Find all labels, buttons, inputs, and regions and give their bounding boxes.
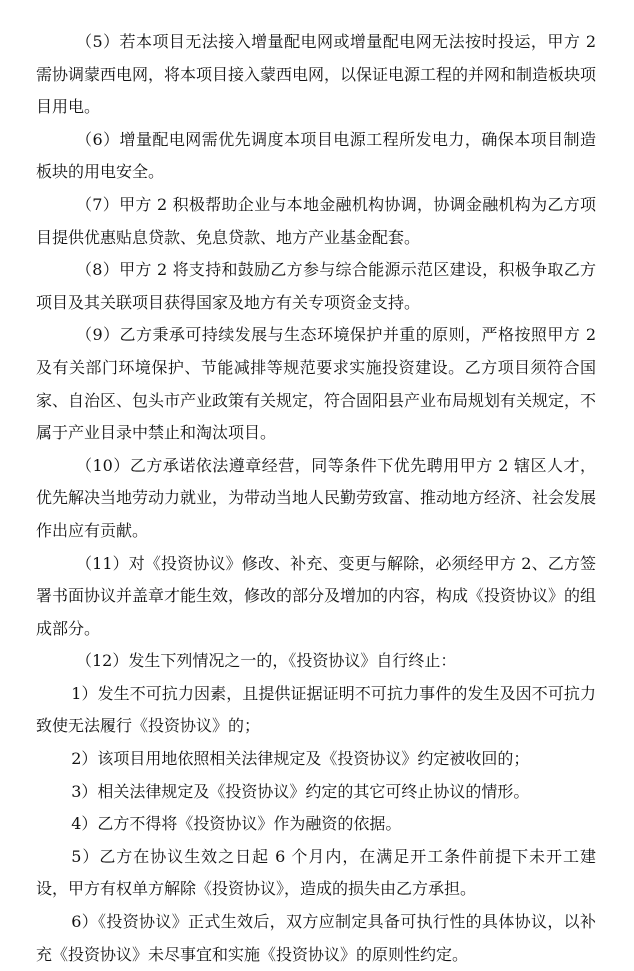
paragraph-clause-9: （9）乙方秉承可持续发展与生态环境保护并重的原则，严格按照甲方 2 及有关部门环境保护、节能减排等规范要求实施投资建设。乙方项目须符合国家、自治区、包头市产业政策有关规定，符合固阳县产业布局规划有关规定，不属于产业目录中禁止和淘汰项目。 — [36, 325, 597, 443]
paragraph-clause-6: （6）增量配电网需优先调度本项目电源工程所发电力，确保本项目制造板块的用电安全。 — [36, 129, 596, 182]
paragraph-clause-7: （7）甲方 2 积极帮助企业与本地金融机构协调，协调金融机构为乙方项目提供优惠贴息贷款、免息贷款、地方产业基金配套。 — [36, 194, 596, 247]
paragraph-clause-10: （10）乙方承诺依法遵章经营，同等条件下优先聘用甲方 2 辖区人才，优先解决当地劳动力就业，为带动当地人民勤劳致富、推动地方经济、社会发展作出应有贡献。 — [36, 455, 597, 540]
paragraph-clause-5: （5）若本项目无法接入增量配电网或增量配电网无法按时投运，甲方 2 需协调蒙西电网，将本项目接入蒙西电网，以保证电源工程的并网和制造板块项目用电。 — [36, 32, 597, 117]
paragraph-item-4: 4）乙方不得将《投资协议》作为融资的依据。 — [71, 814, 402, 834]
paragraph-item-1: 1）发生不可抗力因素，且提供证据证明不可抗力事件的发生及因不可抗力致使无法履行《投资协议》的； — [36, 683, 596, 736]
paragraph-item-3: 3）相关法律规定及《投资协议》约定的其它可终止协议的情形。 — [71, 781, 530, 801]
paragraph-clause-8: （8）甲方 2 将支持和鼓励乙方参与综合能源示范区建设，积极争取乙方项目及其关联项目获得国家及地方有关专项资金支持。 — [36, 260, 596, 312]
paragraph-item-5: 5）乙方在协议生效之日起 6 个月内，在满足开工条件前提下未开工建设，甲方有权单方解除《投资协议》，造成的损失由乙方承担。 — [36, 846, 596, 899]
paragraph-item-6: 6）《投资协议》正式生效后，双方应制定具备可执行性的具体协议，以补充《投资协议》未尽事宜和实施《投资协议》的原则性约定。 — [36, 912, 596, 964]
paragraph-clause-11: （11）对《投资协议》修改、补充、变更与解除，必须经甲方 2、乙方签署书面协议并盖章才能生效，修改的部分及增加的内容，构成《投资协议》的组成部分。 — [36, 553, 597, 638]
paragraph-item-2: 2）该项目用地依照相关法律规定及《投资协议》约定被收回的； — [71, 749, 530, 769]
paragraph-clause-12: （12）发生下列情况之一的，《投资协议》自行终止： — [76, 651, 457, 671]
